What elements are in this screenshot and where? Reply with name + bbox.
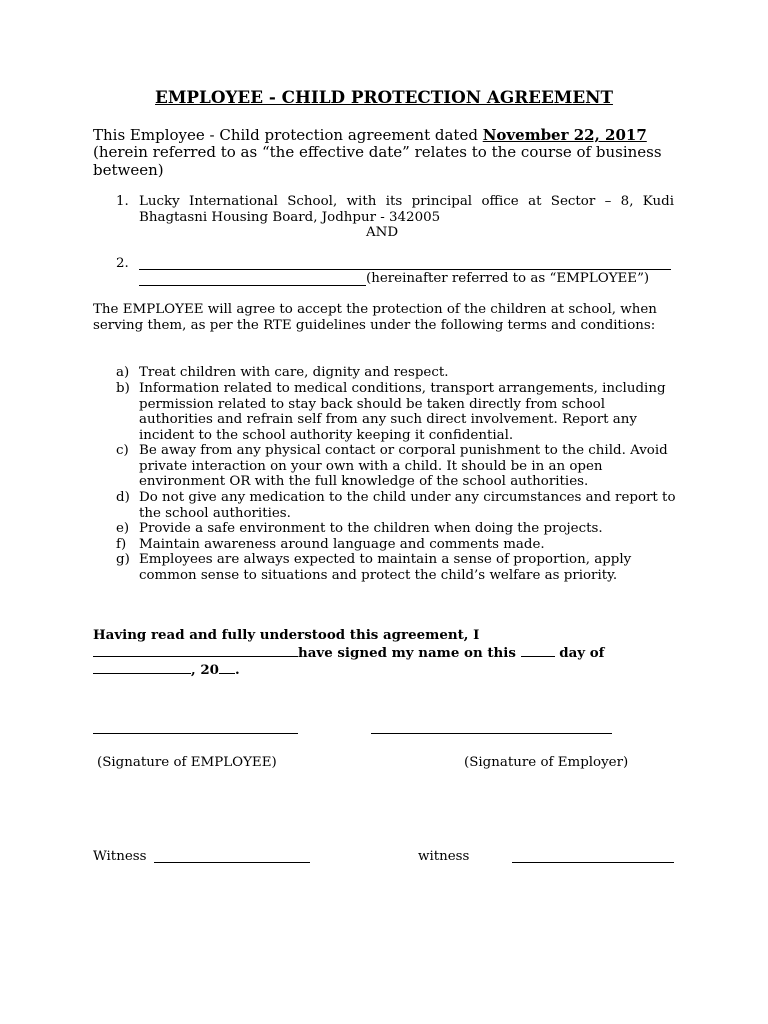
term-text: Maintain awareness around language and comments made. — [139, 537, 545, 552]
declaration-line-3 — [93, 661, 673, 679]
term-text: Information related to medical conditions, transport arrangements, including permission related to stay back should be taken directly from school authorities and refrain self from any such direct involvement. Report any incident to the school authority keeping it confidential. — [139, 381, 666, 443]
effective-date: November 22, 2017 — [482, 126, 647, 144]
term-text: Provide a safe environment to the children when doing the projects. — [139, 521, 603, 536]
day-blank — [521, 644, 555, 657]
term-letter: g) — [116, 552, 130, 567]
witness-line-left — [154, 862, 310, 863]
party-number: 2. — [116, 256, 129, 271]
party-text: (hereinafter referred to as “EMPLOYEE”) — [366, 271, 650, 286]
document-title: EMPLOYEE - CHILD PROTECTION AGREEMENT — [155, 87, 613, 107]
declaration-text: . — [234, 662, 240, 679]
intro-prefix: This Employee - Child protection agreement dated — [93, 126, 483, 144]
term-letter: e) — [116, 521, 130, 536]
term-text: Do not give any medication to the child under any circumstances and report to the school authorities. — [139, 490, 676, 521]
declaration-text: have signed my name on this — [298, 644, 516, 661]
employee-signature-line — [93, 733, 298, 734]
employer-signature-line — [371, 733, 612, 734]
party-text: Lucky International School, with its principal office at Sector – 8, Kudi Bhagtasni Housing Board, Jodhpur - 342005 — [139, 194, 674, 225]
employee-signature-label: (Signature of EMPLOYEE) — [97, 755, 277, 770]
employer-signature-label: (Signature of Employer) — [464, 755, 629, 770]
declaration-line-2 — [93, 644, 673, 662]
declaration-text: Having read and fully understood this agreement, I — [93, 627, 480, 643]
witness-label-left: Witness — [93, 849, 147, 864]
term-text: Treat children with care, dignity and respect. — [139, 365, 449, 380]
witness-line-right — [512, 862, 674, 863]
term-letter: f) — [116, 537, 127, 552]
and-label: AND — [366, 225, 399, 240]
party-number: 1. — [116, 194, 129, 209]
term-text: Be away from any physical contact or corporal punishment to the child. Avoid private interaction on your own with a child. It should be in an open environment OR with the full knowledge of the school authorities. — [139, 443, 668, 490]
term-letter: a) — [116, 365, 130, 380]
month-blank — [93, 661, 191, 674]
declaration — [93, 628, 673, 679]
term-letter: b) — [116, 381, 130, 396]
party-2-name-line-2 — [139, 285, 366, 286]
term-letter: c) — [116, 443, 129, 458]
term-letter: d) — [116, 490, 130, 505]
intro-paragraph — [93, 127, 683, 179]
party-2-name-line-1 — [139, 269, 671, 270]
declaration-text: , 20 — [191, 662, 219, 679]
intro-rest: (herein referred to as “the effective date” relates to the course of business between) — [93, 143, 662, 179]
declaration-line-1 — [93, 628, 673, 644]
year-blank — [219, 661, 235, 674]
declaration-text: day of — [559, 644, 605, 661]
term-text: Employees are always expected to maintain a sense of proportion, apply common sense to situations and protect the child’s welfare as priority. — [139, 552, 632, 583]
name-blank — [93, 644, 298, 657]
conditions-intro: The EMPLOYEE will agree to accept the protection of the children at school, when serving them, as per the RTE guidelines under the following terms and conditions: — [93, 302, 657, 333]
witness-label-right: witness — [418, 849, 470, 864]
